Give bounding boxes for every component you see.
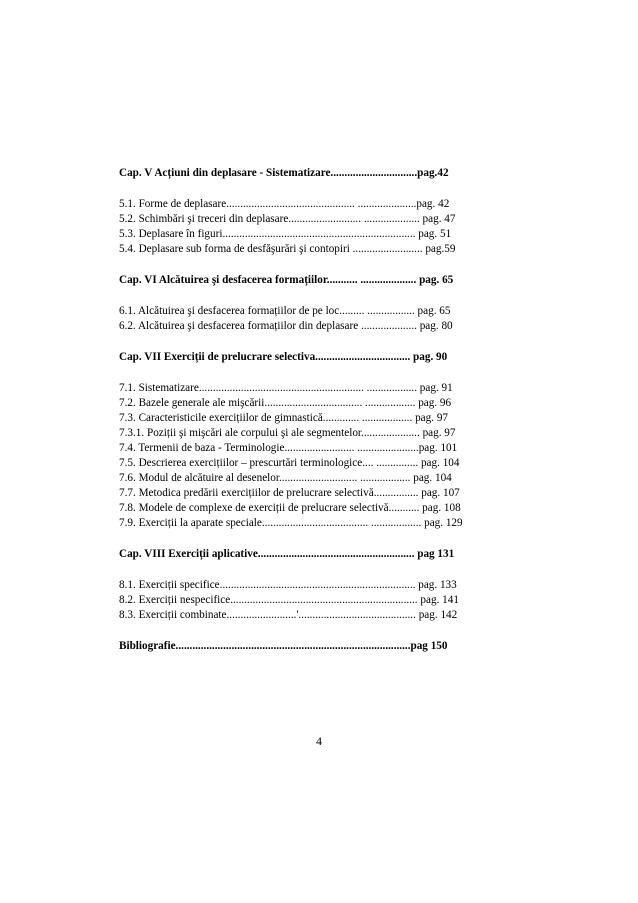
toc-entry-5-3: 5.3. Deplasare în figuri..................................................................... pag. 51 <box>119 228 452 240</box>
toc-entry-5-2: 5.2. Schimbări şi treceri din deplasare.......................... .................... pag. 47 <box>119 213 456 225</box>
toc-entry-7-5: 7.5. Descrierea exercițiilor – prescurtări terminologice.... ............... pag. 104 <box>119 457 460 469</box>
toc-chapter-8: Cap. VIII Exerciții aplicative........................................................ pag 131 <box>119 548 455 560</box>
toc-entry-7-7: 7.7. Metodica predării exercițiilor de prelucrare selectivă................ pag. 107 <box>119 487 460 499</box>
toc-chapter-5: Cap. V Acțiuni din deplasare - Sistematizare...............................pag.42 <box>119 167 449 179</box>
toc-chapter-7: Cap. VII Exerciții de prelucrare selectiva.................................. pag. 90 <box>119 351 448 363</box>
toc-entry-6-2: 6.2. Alcătuirea şi desfacerea formațiilor din deplasare .................... pag. 80 <box>119 320 453 332</box>
toc-entry-5-1: 5.1. Forme de deplasare.............................................. .....................pag. 42 <box>119 198 450 210</box>
toc-entry-8-2: 8.2. Exerciții nespecifice................................................................... pag. 141 <box>119 594 459 606</box>
toc-entry-5-4: 5.4. Deplasare sub forma de desfăşurări şi contopiri ......................... pag.59 <box>119 243 456 255</box>
toc-entry-7-1: 7.1. Sistematizare........................................................... .................. pag. 91 <box>119 382 453 394</box>
toc-entry-7-6: 7.6. Modul de alcătuire al desenelor............................ .................. pag. 104 <box>119 472 452 484</box>
toc-bibliography: Bibliografie....................................................................................pag 150 <box>119 640 448 652</box>
toc-entry-7-3-1: 7.3.1. Poziții şi mişcări ale corpului şi ale segmentelor..................... pag. 97 <box>119 427 456 439</box>
toc-entry-7-3: 7.3. Caracteristicile exercițiilor de gimnastică............. .................. pag. 97 <box>119 412 449 424</box>
toc-entry-7-4: 7.4. Termenii de baza - Terminologie......................... ......................pag. 101 <box>119 442 458 454</box>
toc-chapter-6: Cap. VI Alcătuirea şi desfacerea formațiilor........... .................... pag. 65 <box>119 274 454 286</box>
toc-entry-6-1: 6.1. Alcătuirea şi desfacerea formațiilor de pe loc......... ................. pag. 65 <box>119 305 451 317</box>
page-number: 4 <box>316 734 322 748</box>
toc-entry-8-1: 8.1. Exerciții specifice...................................................................... pag. 133 <box>119 579 457 591</box>
toc-entry-7-9: 7.9. Exerciții la aparate speciale...................................... .................. pag. 129 <box>119 517 463 529</box>
toc-entry-8-3: 8.3. Exerciții combinate.........................'.......................................... pag. 142 <box>119 609 458 621</box>
toc-entry-7-8: 7.8. Modele de complexe de exerciții de prelucrare selectivă........... pag. 108 <box>119 502 461 514</box>
table-of-contents <box>119 166 519 654</box>
toc-entry-7-2: 7.2. Bazele generale ale mişcării................................... .................. pag. 96 <box>119 397 452 409</box>
